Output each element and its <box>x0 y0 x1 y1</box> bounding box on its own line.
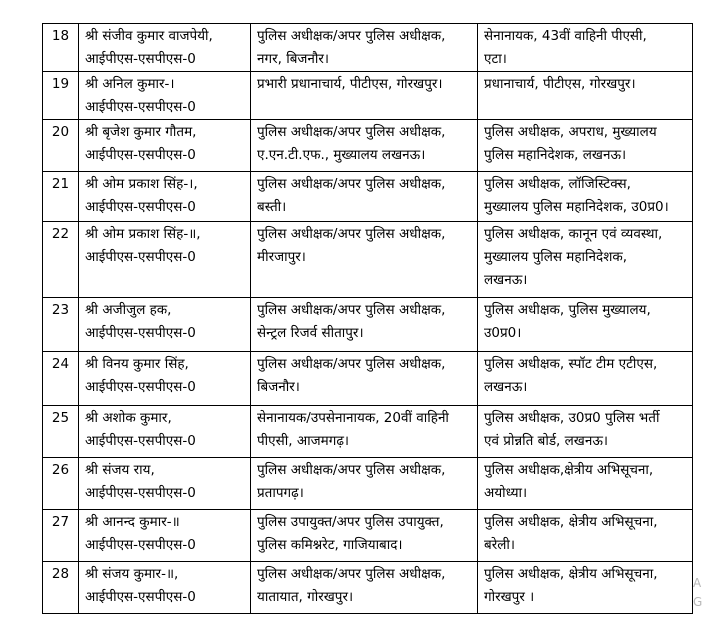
new-posting-cell <box>478 562 693 614</box>
cell-text-line: लखनऊ। <box>484 379 528 395</box>
serial-number-cell: 27 <box>43 510 79 562</box>
cell-text-line: आईपीएस-एसपीएस-0 <box>85 147 196 163</box>
officer-name-cell <box>79 298 251 352</box>
cell-text-line: लखनऊ। <box>484 272 528 288</box>
serial-number-cell: 20 <box>43 120 79 172</box>
cell-text-line: पुलिस अधीक्षक/अपर पुलिस अधीक्षक, <box>257 176 446 192</box>
current-posting-cell <box>251 510 478 562</box>
cell-text-line: पुलिस अधीक्षक/अपर पुलिस अधीक्षक, <box>257 28 446 44</box>
cell-text-line: आईपीएस-एसपीएस-0 <box>85 485 196 501</box>
cell-text-line: पुलिस अधीक्षक/अपर पुलिस अधीक्षक, <box>257 356 446 372</box>
cell-text-line: प्रभारी प्रधानाचार्य, पीटीएस, गोरखपुर। <box>257 76 443 92</box>
cell-text-line: सेनानायक/उपसेनानायक, 20वीं वाहिनी <box>257 410 449 426</box>
cell-text-line: श्री संजय कुमार-॥, <box>85 566 179 582</box>
cell-text-line: पुलिस अधीक्षक, उ0प्र0 पुलिस भर्ती <box>484 410 660 426</box>
serial-number-cell: 25 <box>43 406 79 458</box>
serial-number-cell: 19 <box>43 72 79 120</box>
officer-name-cell <box>79 24 251 72</box>
cell-text-line: पीएसी, आजमगढ़। <box>257 433 350 449</box>
current-posting-cell <box>251 406 478 458</box>
cell-text-line: आईपीएस-एसपीएस-0 <box>85 51 196 67</box>
new-posting-cell <box>478 24 693 72</box>
cell-text-line: पुलिस अधीक्षक/अपर पुलिस अधीक्षक, <box>257 226 446 242</box>
new-posting-cell <box>478 352 693 406</box>
cell-text-line: गोरखपुर । <box>484 589 535 605</box>
cell-text-line: ए.एन.टी.एफ., मुख्यालय लखनऊ। <box>257 147 426 163</box>
cell-text-line: मीरजापुर। <box>257 249 306 265</box>
table-row <box>43 352 693 406</box>
serial-number-cell: 23 <box>43 298 79 352</box>
officer-name-cell <box>79 406 251 458</box>
cell-text-line: बस्ती। <box>257 199 287 215</box>
cell-text-line: श्री बृजेश कुमार गौतम, <box>85 124 197 140</box>
cell-text-line: आईपीएस-एसपीएस-0 <box>85 379 196 395</box>
current-posting-cell <box>251 120 478 172</box>
cell-text-line: श्री अनिल कुमार-। <box>85 76 175 92</box>
serial-number-cell: 22 <box>43 222 79 298</box>
new-posting-cell <box>478 458 693 510</box>
table-row <box>43 562 693 614</box>
officer-name-cell <box>79 172 251 222</box>
current-posting-cell <box>251 172 478 222</box>
table-body <box>43 24 693 614</box>
cell-text-line: मुख्यालय पुलिस महानिदेशक, <box>484 249 628 265</box>
cell-text-line: आईपीएस-एसपीएस-0 <box>85 589 196 605</box>
cell-text-line: अयोध्या। <box>484 485 528 501</box>
table-row <box>43 72 693 120</box>
table-row <box>43 406 693 458</box>
edge-mark: G <box>693 596 702 608</box>
cell-text-line: एटा। <box>484 51 507 67</box>
officer-name-cell <box>79 222 251 298</box>
officer-name-cell <box>79 352 251 406</box>
cell-text-line: प्रतापगढ़। <box>257 485 304 501</box>
cell-text-line: पुलिस महानिदेशक, लखनऊ। <box>484 147 627 163</box>
new-posting-cell <box>478 298 693 352</box>
current-posting-cell <box>251 352 478 406</box>
cell-text-line: आईपीएस-एसपीएस-0 <box>85 537 196 553</box>
cell-text-line: पुलिस अधीक्षक, पुलिस मुख्यालय, <box>484 302 651 318</box>
cell-text-line: आईपीएस-एसपीएस-0 <box>85 325 196 341</box>
cell-text-line: आईपीएस-एसपीएस-0 <box>85 99 196 115</box>
cell-text-line: पुलिस अधीक्षक/अपर पुलिस अधीक्षक, <box>257 566 446 582</box>
transfer-table <box>42 23 693 614</box>
cell-text-line: श्री ओम प्रकाश सिंह-।, <box>85 176 198 192</box>
new-posting-cell <box>478 406 693 458</box>
cell-text-line: आईपीएस-एसपीएस-0 <box>85 199 196 215</box>
cell-text-line: पुलिस अधीक्षक, क्षेत्रीय अभिसूचना, <box>484 566 658 582</box>
cell-text-line: श्री आनन्द कुमार-॥ <box>85 514 180 530</box>
officer-name-cell <box>79 72 251 120</box>
cell-text-line: पुलिस कमिश्नरेट, गाजियाबाद। <box>257 537 403 553</box>
serial-number-cell: 24 <box>43 352 79 406</box>
cell-text-line: बरेली। <box>484 537 515 553</box>
current-posting-cell <box>251 24 478 72</box>
new-posting-cell <box>478 72 693 120</box>
cell-text-line: श्री अजीजुल हक, <box>85 302 172 318</box>
cell-text-line: नगर, बिजनौर। <box>257 51 330 67</box>
cell-text-line: श्री संजीव कुमार वाजपेयी, <box>85 28 213 44</box>
new-posting-cell <box>478 172 693 222</box>
new-posting-cell <box>478 120 693 172</box>
cell-text-line: पुलिस अधीक्षक,क्षेत्रीय अभिसूचना, <box>484 462 654 478</box>
cell-text-line: पुलिस अधीक्षक, क्षेत्रीय अभिसूचना, <box>484 514 658 530</box>
officer-name-cell <box>79 458 251 510</box>
cell-text-line: श्री विनय कुमार सिंह, <box>85 356 189 372</box>
cell-text-line: मुख्यालय पुलिस महानिदेशक, उ0प्र0। <box>484 199 669 215</box>
edge-mark: A <box>693 577 702 589</box>
table-row <box>43 222 693 298</box>
cell-text-line: पुलिस अधीक्षक, कानून एवं व्यवस्था, <box>484 226 663 242</box>
current-posting-cell <box>251 458 478 510</box>
table-row <box>43 120 693 172</box>
new-posting-cell <box>478 510 693 562</box>
cell-text-line: प्रधानाचार्य, पीटीएस, गोरखपुर। <box>484 76 636 92</box>
cell-text-line: यातायात, गोरखपुर। <box>257 589 354 605</box>
cell-text-line: आईपीएस-एसपीएस-0 <box>85 433 196 449</box>
cell-text-line: पुलिस अधीक्षक, लॉजिस्टिक्स, <box>484 176 631 192</box>
table-row <box>43 458 693 510</box>
cell-text-line: श्री संजय राय, <box>85 462 155 478</box>
table-row <box>43 24 693 72</box>
current-posting-cell <box>251 72 478 120</box>
cell-text-line: उ0प्र0। <box>484 325 522 341</box>
table-row <box>43 172 693 222</box>
current-posting-cell <box>251 222 478 298</box>
cell-text-line: पुलिस अधीक्षक/अपर पुलिस अधीक्षक, <box>257 302 446 318</box>
current-posting-cell <box>251 562 478 614</box>
officer-name-cell <box>79 120 251 172</box>
cell-text-line: श्री ओम प्रकाश सिंह-॥, <box>85 226 201 242</box>
officer-name-cell <box>79 510 251 562</box>
table-row <box>43 510 693 562</box>
cell-text-line: सेन्ट्रल रिजर्व सीतापुर। <box>257 325 364 341</box>
serial-number-cell: 18 <box>43 24 79 72</box>
new-posting-cell <box>478 222 693 298</box>
serial-number-cell: 21 <box>43 172 79 222</box>
cell-text-line: पुलिस अधीक्षक/अपर पुलिस अधीक्षक, <box>257 124 446 140</box>
serial-number-cell: 26 <box>43 458 79 510</box>
cell-text-line: पुलिस अधीक्षक/अपर पुलिस अधीक्षक, <box>257 462 446 478</box>
table-row <box>43 298 693 352</box>
officer-name-cell <box>79 562 251 614</box>
cell-text-line: पुलिस अधीक्षक, स्पॉट टीम एटीएस, <box>484 356 658 372</box>
serial-number-cell: 28 <box>43 562 79 614</box>
cell-text-line: श्री अशोक कुमार, <box>85 410 172 426</box>
cell-text-line: बिजनौर। <box>257 379 300 395</box>
cell-text-line: एवं प्रोन्नति बोर्ड, लखनऊ। <box>484 433 609 449</box>
cell-text-line: पुलिस अधीक्षक, अपराध, मुख्यालय <box>484 124 657 140</box>
current-posting-cell <box>251 298 478 352</box>
cell-text-line: सेनानायक, 43वीं वाहिनी पीएसी, <box>484 28 647 44</box>
cell-text-line: पुलिस उपायुक्त/अपर पुलिस उपायुक्त, <box>257 514 444 530</box>
cell-text-line: आईपीएस-एसपीएस-0 <box>85 249 196 265</box>
